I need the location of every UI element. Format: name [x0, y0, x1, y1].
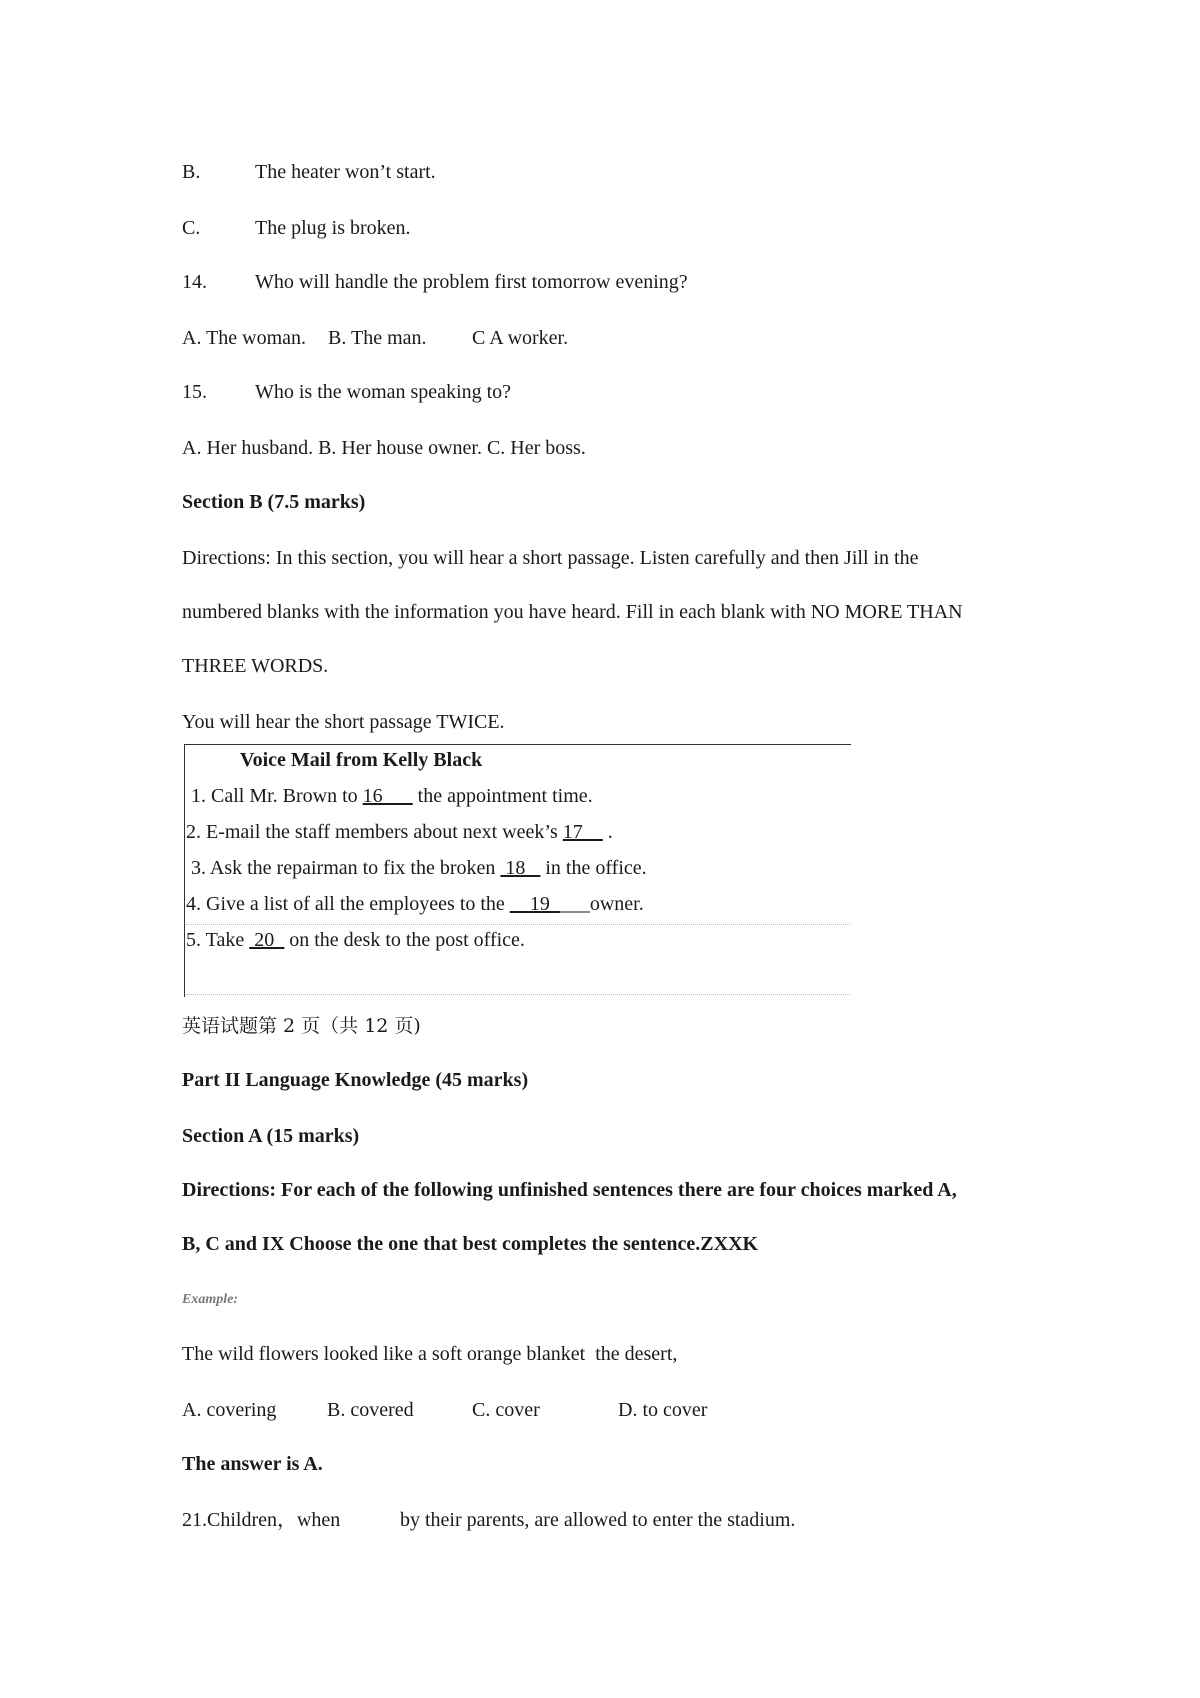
example-option-c: C. cover	[472, 1399, 540, 1421]
q14-option-c: C A worker.	[472, 327, 569, 349]
voice-mail-item	[186, 892, 644, 916]
voice-mail-item	[186, 820, 613, 844]
example-option-b: B. covered	[327, 1399, 414, 1421]
question-text: Who will handle the problem first tomorrow evening?	[255, 271, 688, 293]
item-text: ___owner.	[559, 893, 644, 915]
part2-directions-line-1: Directions: For each of the following unfinished sentences there are four choices marked A,	[182, 1179, 957, 1201]
fill-blank: 18_	[500, 857, 541, 879]
q14-option-b: B. The man.	[328, 327, 427, 349]
item-text: 2. E-mail the staff members about next week’s	[186, 821, 563, 843]
part2-heading: Part II Language Knowledge (45 marks)	[182, 1069, 529, 1091]
example-option-d: D. to cover	[618, 1399, 708, 1421]
question-text: Who is the woman speaking to?	[255, 381, 512, 403]
option-text: The heater won’t start.	[255, 161, 436, 183]
fill-blank: 20_	[249, 929, 285, 951]
q15-options: A. Her husband. B. Her house owner. C. Her boss.	[182, 437, 586, 459]
q21-stem-end: by their parents, are allowed to enter the stadium.	[400, 1509, 796, 1531]
fill-blank: 16___	[362, 785, 413, 807]
item-text: 3. Ask the repairman to fix the broken	[186, 857, 501, 879]
section-b-heading: Section B (7.5 marks)	[182, 491, 366, 513]
option-label: C.	[182, 217, 201, 239]
item-text: 5. Take	[186, 929, 250, 951]
voice-mail-item	[186, 928, 525, 952]
item-text: on the desk to the post office.	[284, 929, 525, 951]
question-number: 15.	[182, 381, 207, 403]
section-b-directions-line-1: Directions: In this section, you will hear a short passage. Listen carefully and then Jill in the	[182, 547, 919, 569]
section-a-heading: Section A (15 marks)	[182, 1125, 360, 1147]
section-b-twice-note: You will hear the short passage TWICE.	[182, 711, 505, 733]
q21-stem-start: 21.Children，when	[182, 1509, 341, 1531]
dotted-divider	[186, 994, 850, 995]
voice-mail-item	[186, 856, 647, 880]
fill-blank: 17__	[562, 821, 603, 843]
section-b-directions-line-2: numbered blanks with the information you have heard. Fill in each blank with NO MORE THAN	[182, 601, 963, 623]
item-text: .	[602, 821, 613, 843]
section-b-directions-line-3: THREE WORDS.	[182, 655, 329, 677]
page-number-footer: 英语试题第 2 页（共 12 页)	[182, 1015, 421, 1037]
example-sentence: The wild flowers looked like a soft orange blanket the desert,	[182, 1343, 678, 1365]
example-label: Example:	[182, 1292, 238, 1307]
option-text: The plug is broken.	[255, 217, 411, 239]
item-text: 1. Call Mr. Brown to	[186, 785, 363, 807]
voice-mail-title: Voice Mail from Kelly Black	[240, 749, 483, 771]
fill-blank: __19_	[509, 893, 560, 915]
option-label: B.	[182, 161, 201, 183]
question-number: 14.	[182, 271, 207, 293]
example-option-a: A. covering	[182, 1399, 277, 1421]
example-answer: The answer is A.	[182, 1453, 323, 1475]
q14-option-a: A. The woman.	[182, 327, 307, 349]
item-text: 4. Give a list of all the employees to the	[186, 893, 510, 915]
item-text: in the office.	[540, 857, 647, 879]
part2-directions-line-2: B, C and IX Choose the one that best completes the sentence.ZXXK	[182, 1233, 759, 1255]
dotted-divider	[186, 924, 850, 925]
item-text: the appointment time.	[412, 785, 593, 807]
voice-mail-item	[186, 784, 593, 808]
